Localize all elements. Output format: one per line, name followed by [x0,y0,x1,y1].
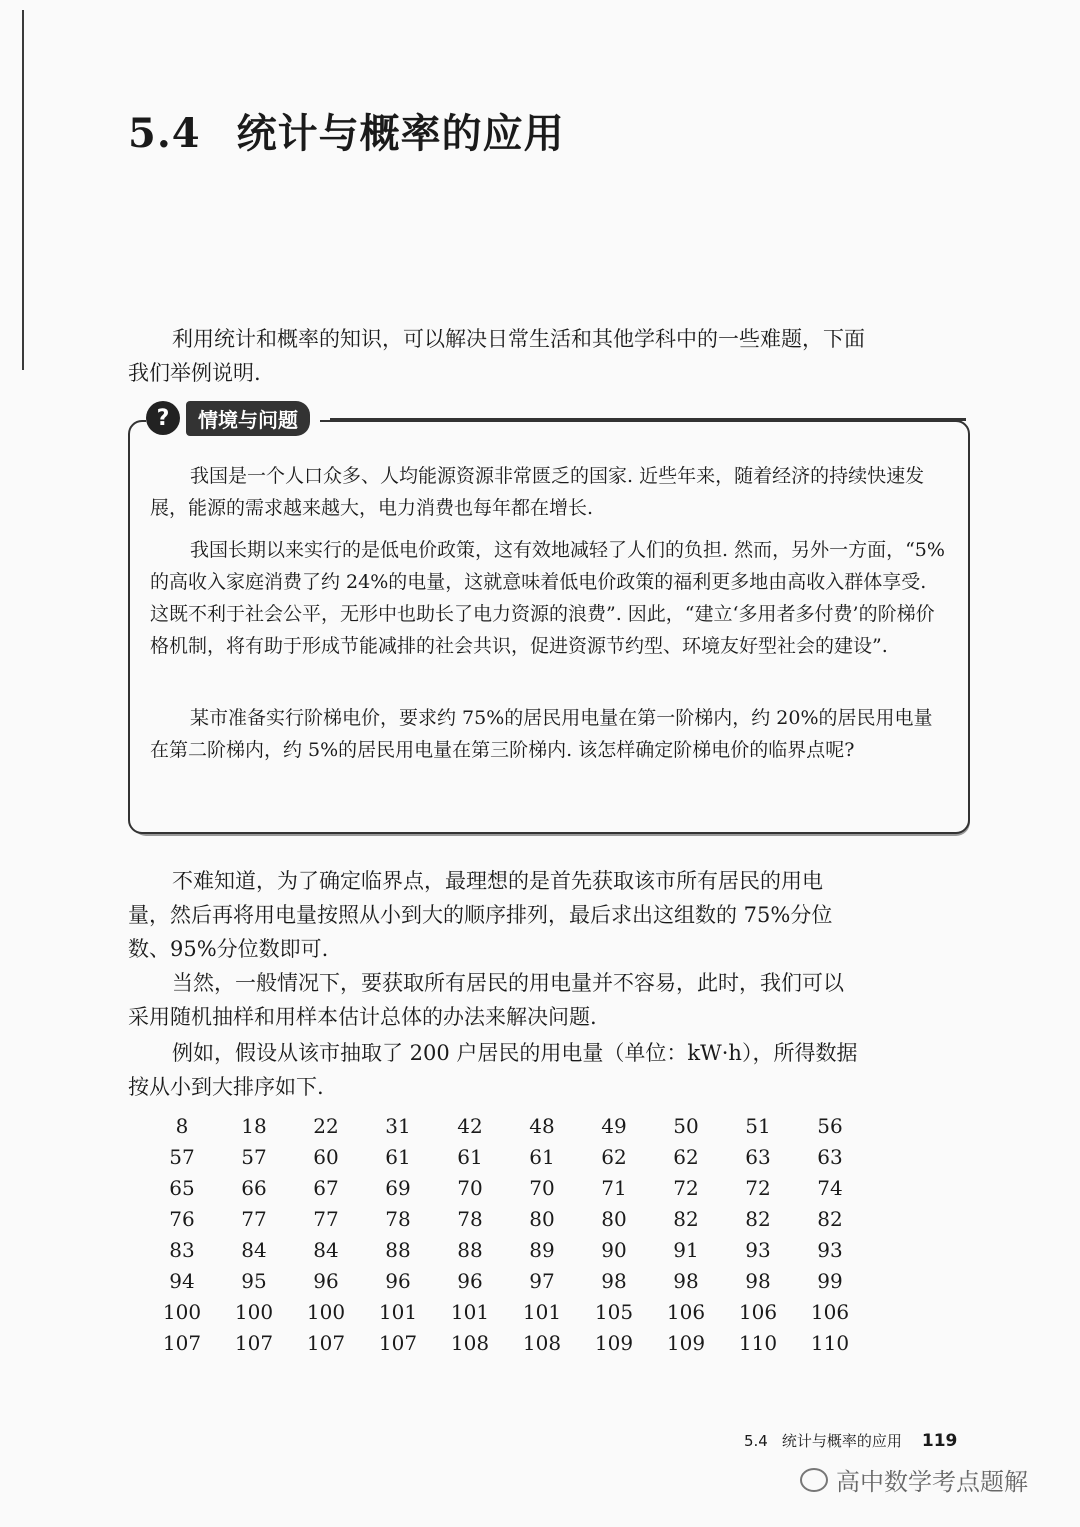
scenario-paragraph-2: 我国长期以来实行的是低电价政策，这有效地减轻了人们的负担. 然而，另外一方面，“5%的高收入家庭消费了约 24%的电量，这就意味着低电价政策的福利更多地由高收入群体享受. 这既不利于社会公平，无形中也助长了电力资源的浪费”. 因此，“建立‘多用者多付费’的阶梯价格机制，将有助于形成节能减排的社会共识，促进资源节约型、环境友好型社会的建设”. [150,539,945,657]
table-cell: 101 [522,1299,562,1324]
table-cell: 110 [810,1330,850,1355]
table-cell: 82 [673,1206,699,1231]
body-paragraph-1: 不难知道，为了确定临界点，最理想的是首先获取该市所有居民的用电量，然后再将用电量按照从小到大的顺序排列，最后求出这组数的 75%分位数、95%分位数即可. [128,869,833,961]
watermark-text: 高中数学考点题解 [836,1468,1028,1496]
table-cell: 49 [601,1113,627,1138]
table-cell: 80 [601,1206,627,1231]
table-cell: 108 [450,1330,490,1355]
table-cell: 63 [745,1144,771,1169]
table-cell: 84 [313,1237,339,1262]
table-row [146,1110,866,1141]
table-cell: 109 [594,1330,634,1355]
table-row [146,1265,866,1296]
table-cell: 107 [162,1330,202,1355]
table-cell: 98 [601,1268,627,1293]
section-title [128,102,565,159]
table-cell: 80 [529,1206,555,1231]
table-cell: 57 [241,1144,267,1169]
table-cell: 98 [673,1268,699,1293]
table-cell: 84 [241,1237,267,1262]
table-cell: 109 [666,1330,706,1355]
intro-paragraph: 利用统计和概率的知识，可以解决日常生活和其他学科中的一些难题，下面我们举例说明. [128,327,865,385]
question-icon: ? [146,401,180,435]
table-cell: 78 [385,1206,411,1231]
table-cell: 51 [745,1113,771,1138]
scenario-label [146,401,320,435]
section-number: 5.4 [128,110,201,157]
table-cell: 95 [241,1268,267,1293]
table-cell: 82 [817,1206,843,1231]
table-cell: 62 [601,1144,627,1169]
page-number: 119 [921,1431,958,1451]
table-cell: 62 [673,1144,699,1169]
table-cell: 82 [745,1206,771,1231]
section-heading: 统计与概率的应用 [236,110,565,157]
watermark [800,1462,1028,1497]
table-cell: 88 [457,1237,483,1262]
table-cell: 90 [601,1237,627,1262]
table-cell: 72 [673,1175,699,1200]
table-cell: 93 [745,1237,771,1262]
table-cell: 96 [457,1268,483,1293]
table-cell: 106 [738,1299,778,1324]
wechat-icon [800,1468,828,1492]
table-cell: 71 [601,1175,627,1200]
table-cell: 100 [306,1299,346,1324]
table-cell: 76 [169,1206,195,1231]
table-cell: 101 [378,1299,418,1324]
table-cell: 97 [529,1268,555,1293]
table-row [146,1172,866,1203]
table-row [146,1327,866,1358]
page-footer [744,1430,957,1451]
table-cell: 48 [529,1113,555,1138]
callout-top-rule [330,418,966,421]
table-cell: 93 [817,1237,843,1262]
table-cell: 57 [169,1144,195,1169]
table-cell: 67 [313,1175,339,1200]
electricity-usage-table [146,1110,866,1358]
table-cell: 42 [457,1113,483,1138]
table-cell: 106 [666,1299,706,1324]
table-cell: 61 [385,1144,411,1169]
table-cell: 100 [234,1299,274,1324]
table-cell: 107 [378,1330,418,1355]
table-cell: 70 [457,1175,483,1200]
table-cell: 63 [817,1144,843,1169]
table-cell: 61 [457,1144,483,1169]
table-cell: 101 [450,1299,490,1324]
table-cell: 96 [313,1268,339,1293]
table-cell: 50 [673,1113,699,1138]
table-cell: 72 [745,1175,771,1200]
table-cell: 88 [385,1237,411,1262]
table-cell: 18 [241,1113,267,1138]
table-cell: 107 [306,1330,346,1355]
table-cell: 94 [169,1268,195,1293]
body-paragraph-3: 例如，假设从该市抽取了 200 户居民的用电量（单位：kW·h），所得数据按从小到大排序如下. [128,1041,858,1099]
table-cell: 96 [385,1268,411,1293]
table-cell: 106 [810,1299,850,1324]
table-cell: 98 [745,1268,771,1293]
table-cell: 56 [817,1113,843,1138]
table-cell: 83 [169,1237,195,1262]
table-cell: 60 [313,1144,339,1169]
table-row [146,1141,866,1172]
footer-section-number: 5.4 [744,1432,768,1450]
table-row [146,1234,866,1265]
margin-rule [22,10,24,370]
table-cell: 100 [162,1299,202,1324]
table-cell: 91 [673,1237,699,1262]
table-cell: 66 [241,1175,267,1200]
table-cell: 107 [234,1330,274,1355]
table-cell: 99 [817,1268,843,1293]
table-cell: 78 [457,1206,483,1231]
table-cell: 74 [817,1175,843,1200]
scenario-paragraph-1: 我国是一个人口众多、人均能源资源非常匮乏的国家. 近些年来，随着经济的持续快速发展，能源的需求越来越大，电力消费也每年都在增长. [150,465,925,519]
body-paragraph-2: 当然，一般情况下，要获取所有居民的用电量并不容易，此时，我们可以采用随机抽样和用样本估计总体的办法来解决问题. [128,971,844,1029]
table-cell: 31 [385,1113,411,1138]
table-cell: 77 [241,1206,267,1231]
table-cell: 61 [529,1144,555,1169]
footer-section-title: 统计与概率的应用 [781,1432,902,1450]
scenario-label-text: 情境与问题 [186,401,310,436]
scenario-paragraph-3: 某市准备实行阶梯电价，要求约 75%的居民用电量在第一阶梯内，约 20%的居民用电量在第二阶梯内，约 5%的居民用电量在第三阶梯内. 该怎样确定阶梯电价的临界点呢? [150,707,933,761]
table-row [146,1296,866,1327]
table-cell: 110 [738,1330,778,1355]
table-cell: 105 [594,1299,634,1324]
table-cell: 89 [529,1237,555,1262]
table-cell: 70 [529,1175,555,1200]
table-cell: 69 [385,1175,411,1200]
table-cell: 108 [522,1330,562,1355]
table-cell: 8 [175,1113,189,1138]
table-row [146,1203,866,1234]
table-cell: 77 [313,1206,339,1231]
table-cell: 22 [313,1113,339,1138]
table-cell: 65 [169,1175,195,1200]
